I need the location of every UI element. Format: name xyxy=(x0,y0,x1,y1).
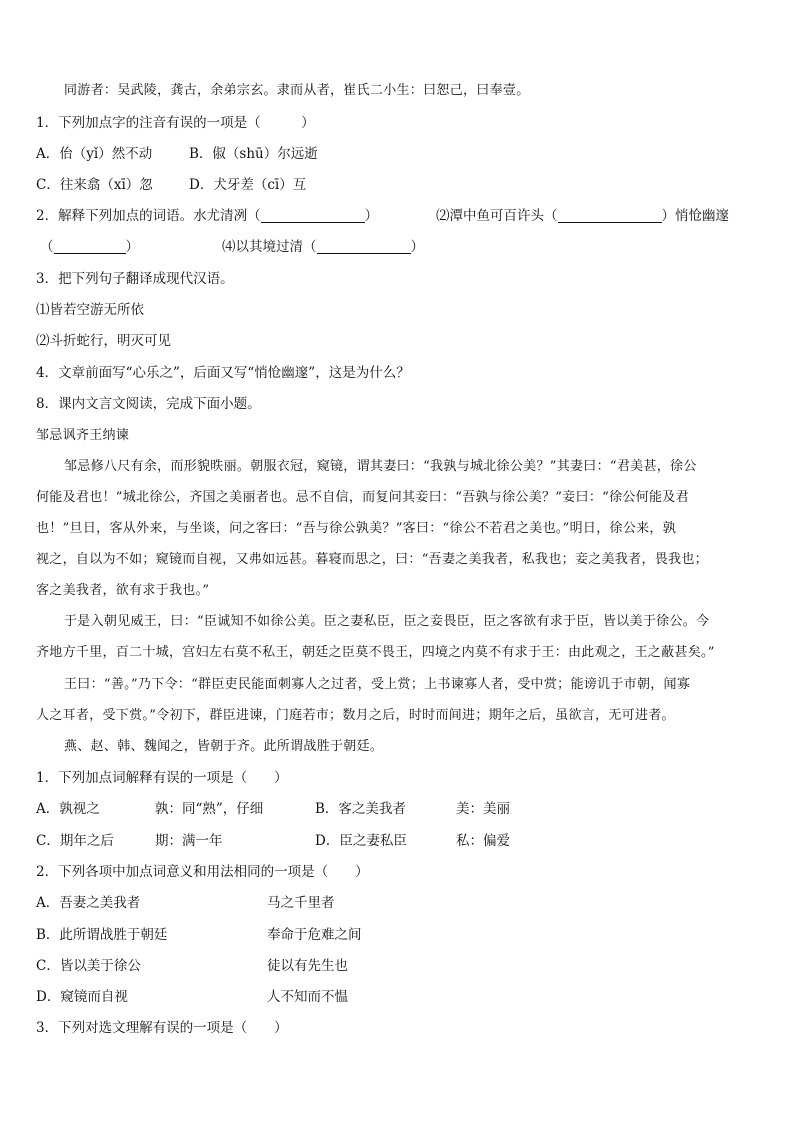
question-3-stem: 3．把下列句子翻译成现代汉语。 xyxy=(36,271,234,287)
question-2-item-2-text: ⑵潭中鱼可百许头（ xyxy=(436,208,558,224)
sub-q1-option-a-gloss: 孰：同“熟”，仔细 xyxy=(155,801,264,817)
answer-blank-1[interactable] xyxy=(261,208,365,223)
question-2-text-part1: 2．解释下列加点的词语。水尤清冽（ xyxy=(36,208,261,224)
question-2-item-2 xyxy=(436,207,729,225)
passage-line: 客之美我者，欲有求于我也。” xyxy=(36,583,210,598)
option-a: A．佁（yǐ）然不动 xyxy=(36,146,153,162)
passage-title: 邹忌讽齐王纳谏 xyxy=(36,428,130,443)
sub-q1-option-c: C．期年之后 xyxy=(36,833,114,849)
answer-blank-4[interactable] xyxy=(317,239,411,254)
preface-companions-line: 同游者：吴武陵，龚古，余弟宗玄。隶而从者，崔氏二小生：曰恕己，曰奉壹。 xyxy=(64,83,530,98)
paren-close-2: ） xyxy=(410,239,424,255)
question-2-text-part2: ） xyxy=(364,208,379,224)
passage-line: 也！”旦日，客从外来，与坐谈，问之客曰：“吾与徐公孰美？”客曰：“徐公不若君之美也。”明日，徐公来，孰 xyxy=(36,521,677,536)
translate-sentence-2: ⑵斗折蛇行，明灭可见 xyxy=(36,333,171,349)
question-4-stem: 4．文章前面写“心乐之”，后面又写“悄怆幽邃”，这是为什么？ xyxy=(36,365,410,381)
sub-q2-option-d-right: 人不知而不愠 xyxy=(267,989,348,1005)
question-1-stem: 1．下列加点字的注音有误的一项是（ ） xyxy=(36,115,315,131)
sub-q1-option-d: D．臣之妻私臣 xyxy=(315,833,407,849)
sub-q2-option-a-right: 马之千里者 xyxy=(267,895,335,911)
paren-close: ） xyxy=(125,239,139,255)
sub-question-1-stem: 1．下列加点词解释有误的一项是（ ） xyxy=(36,770,288,786)
question-2-item-4-text: ⑷以其境过清（ xyxy=(222,239,317,255)
sub-q2-option-b-right: 奉命于危难之间 xyxy=(267,927,362,943)
sub-q2-option-c-left: C．皆以美于徐公 xyxy=(36,958,141,974)
sub-q1-option-a: A．孰视之 xyxy=(36,801,100,817)
sub-question-3-stem: 3．下列对选文理解有误的一项是（ ） xyxy=(36,1020,288,1036)
passage-line: 于是入朝见威王，曰：“臣诚知不如徐公美。臣之妻私臣，臣之妾畏臣，臣之客欲有求于臣，皆以美于徐公。今 xyxy=(64,614,710,629)
option-d: D．犬牙差（cī）互 xyxy=(189,177,307,193)
option-b: B．俶（shū）尔远逝 xyxy=(189,146,318,162)
sub-q1-option-b-gloss: 美：美丽 xyxy=(456,801,510,817)
passage-line: 人之耳者，受下赏。”令初下，群臣进谏，门庭若市；数月之后，时时而间进；期年之后，虽欲言，无可进者。 xyxy=(36,708,675,723)
question-2-stem xyxy=(36,207,378,225)
passage-line: 邹忌修八尺有余，而形貌昳丽。朝服衣冠，窥镜，谓其妻曰：“我孰与城北徐公美？”其妻曰：“君美甚，徐公 xyxy=(64,459,697,474)
question-2-item-3-text: ）悄怆幽邃 xyxy=(661,208,729,224)
passage-line: 齐地方千里，百二十城，宫妇左右莫不私王，朝廷之臣莫不畏王，四境之内莫不有求于王：由此观之，王之蔽甚矣。” xyxy=(36,645,715,660)
answer-blank-2[interactable] xyxy=(558,208,662,223)
paren-open: （ xyxy=(40,239,54,255)
sub-q2-option-a-left: A．吾妻之美我者 xyxy=(36,895,141,911)
sub-q1-option-b: B．客之美我者 xyxy=(315,801,406,817)
answer-blank-3[interactable] xyxy=(54,239,126,254)
sub-question-2-stem: 2．下列各项中加点词意义和用法相同的一项是（ ） xyxy=(36,864,369,880)
sub-q2-option-c-right: 徒以有先生也 xyxy=(267,958,348,974)
sub-q2-option-d-left: D．窥镜而自视 xyxy=(36,989,128,1005)
passage-line: 何能及君也！”城北徐公，齐国之美丽者也。忌不自信，而复问其妾曰：“吾孰与徐公美？”妾曰：“徐公何能及君 xyxy=(36,490,689,505)
passage-line: 王曰：“善。”乃下令：“群臣吏民能面刺寡人之过者，受上赏；上书谏寡人者，受中赏；能谤讥于市朝，闻寡 xyxy=(64,677,691,692)
option-c: C．往来翕（xī）忽 xyxy=(36,177,153,193)
sub-q1-option-c-gloss: 期：满一年 xyxy=(155,833,223,849)
translate-sentence-1: ⑴皆若空游无所依 xyxy=(36,302,144,318)
section-8-heading: 8．课内文言文阅读，完成下面小题。 xyxy=(36,396,261,412)
question-2-item-4 xyxy=(222,238,424,256)
sub-q2-option-b-left: B．此所谓战胜于朝廷 xyxy=(36,927,168,943)
question-2-line-2 xyxy=(40,238,139,256)
passage-line: 视之，自以为不如；窥镜而自视，又弗如远甚。暮寝而思之，曰：“吾妻之美我者，私我也；妾之美我者，畏我也； xyxy=(36,552,708,567)
sub-q1-option-d-gloss: 私：偏爱 xyxy=(456,833,510,849)
passage-line: 燕、赵、韩、魏闻之，皆朝于齐。此所谓战胜于朝廷。 xyxy=(64,739,384,754)
